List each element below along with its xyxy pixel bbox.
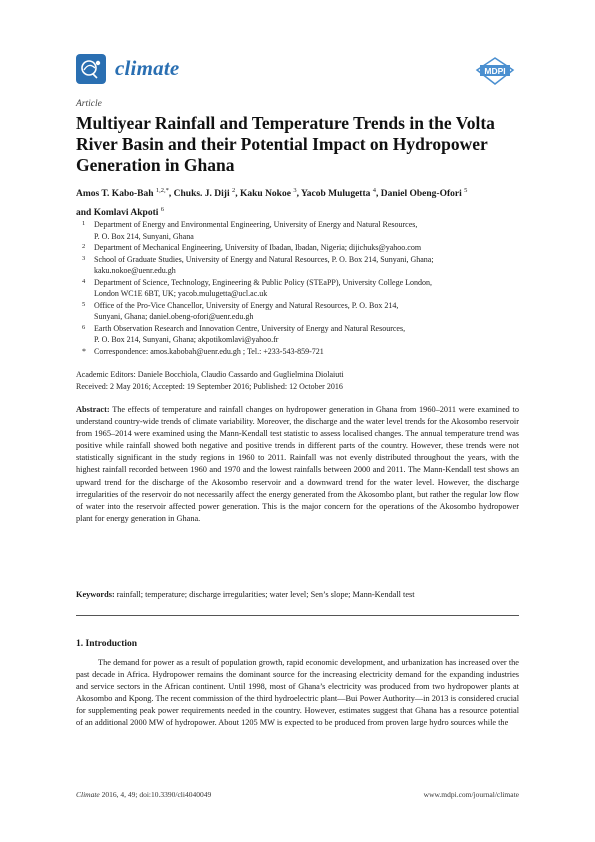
author-affiliation-marker: 2 bbox=[231, 187, 236, 194]
article-title: Multiyear Rainfall and Temperature Trends in the Volta River Basin and their Potential Impact on Hydropower Generation in Ghana bbox=[76, 113, 495, 175]
affiliation-item bbox=[76, 254, 526, 277]
keywords-label: Keywords: bbox=[76, 590, 115, 599]
affiliation-item bbox=[76, 219, 526, 242]
affiliation-line: Sunyani, Ghana; daniel.obeng-ofori@uenr.edu.gh bbox=[94, 312, 254, 321]
abstract-label: Abstract: bbox=[76, 405, 110, 414]
author-affiliation-marker: 1,2,* bbox=[155, 187, 169, 194]
affiliation-number: 3 bbox=[82, 254, 86, 262]
asterisk-icon: * bbox=[82, 346, 86, 356]
affiliation-number: 2 bbox=[82, 243, 86, 250]
author-affiliation-marker: 4 bbox=[372, 187, 376, 194]
publication-info bbox=[76, 369, 526, 392]
introduction-paragraph: The demand for power as a result of population growth, rapid economic development, and urbanization has increased over the past decade in Africa. Hydropower remains the dominant source for the increasing electricity demand for the expanding industries and service sectors in the African continent. Until 1998, most of Ghana’s electricity was produced from two hydropower plants at Akosombo and Kpong. The recent commission of the third hydroelectric plant—Bui Power Authority—in 2013 is considered crucial for supplementing peak power requirements needed in the country. However, estimates suggest that Ghana has a resource potential of an additional 2000 MW of hydropower. About 1205 MW is expected to be produced from proven large hydro sources while the bbox=[76, 658, 519, 728]
affiliation-line: P. O. Box 214, Sunyani, Ghana bbox=[94, 231, 194, 241]
affiliation-line: kaku.nokoe@uenr.edu.gh bbox=[94, 266, 176, 275]
author-affiliation-marker: 3 bbox=[293, 187, 297, 194]
abstract bbox=[76, 404, 519, 525]
affiliation-item bbox=[76, 242, 526, 254]
affiliation-line: London WC1E 6BT, UK; yacob.mulugetta@ucl.ac.uk bbox=[94, 289, 268, 298]
author-list: Amos T. Kabo-Bah $^{1,2,*}$, Chuks. J. Diji $^2$, Kaku Nokoe $^3$, Yacob Mulugetta $^4$, Daniel Obeng-Ofori $^5$ and Komlavi Akpoti $^6$ bbox=[76, 187, 468, 219]
author-name: Komlavi Akpoti bbox=[93, 208, 159, 219]
mdpi-logo-icon bbox=[474, 56, 516, 86]
publication-dates: Received: 2 May 2016; Accepted: 19 September 2016; Published: 12 October 2016 bbox=[76, 381, 343, 391]
article-type: Article bbox=[76, 99, 102, 109]
keywords bbox=[76, 589, 519, 601]
author-affiliation-marker: 6 bbox=[160, 206, 164, 214]
affiliation-line: Office of the Pro-Vice Chancellor, University of Energy and Natural Resources, P. O. Box 214, bbox=[94, 300, 399, 310]
footer-journal-name: Climate bbox=[76, 790, 100, 799]
author-name: Yacob Mulugetta bbox=[300, 189, 371, 200]
author-name: Amos T. Kabo-Bah bbox=[76, 189, 154, 200]
author-name: Chuks. J. Diji bbox=[173, 189, 230, 200]
correspondence-text: Correspondence: amos.kabobah@uenr.edu.gh ; Tel.: +233-543-859-721 bbox=[94, 346, 324, 356]
footer-citation bbox=[76, 790, 211, 799]
correspondence-item bbox=[76, 346, 526, 358]
section-divider bbox=[76, 615, 519, 616]
affiliation-line: Earth Observation Research and Innovation Centre, University of Energy and Natural Resources, bbox=[94, 323, 406, 333]
affiliation-line: Department of Science, Technology, Engineering & Public Policy (STEaPP), University College London, bbox=[94, 277, 433, 287]
section-heading: 1. Introduction bbox=[76, 639, 138, 649]
journal-logo-icon bbox=[76, 54, 106, 84]
affiliation-number: 4 bbox=[82, 277, 86, 285]
mdpi-logo-text: MDPI bbox=[484, 66, 506, 76]
affiliation-number: 6 bbox=[82, 323, 86, 331]
author-name: Kaku Nokoe bbox=[239, 189, 291, 200]
keywords-text: rainfall; temperature; discharge irregularities; water level; Sen’s slope; Mann-Kendall test bbox=[116, 590, 415, 599]
affiliation-item bbox=[76, 323, 526, 346]
affiliation-line: School of Graduate Studies, University of Energy and Natural Resources, P. O. Box 214, Sunyani, Ghana; bbox=[94, 254, 434, 264]
author-name: Daniel Obeng-Ofori bbox=[380, 189, 462, 200]
affiliation-line: P. O. Box 214, Sunyani, Ghana; akpotikomlavi@yahoo.fr bbox=[94, 335, 279, 344]
footer-citation-details: 2016, 4, 49; doi:10.3390/cli4040049 bbox=[99, 790, 212, 799]
abstract-text: The effects of temperature and rainfall changes on hydropower generation in Ghana from 1960–2011 were examined to understand country-wide trends of climate variability. Moreover, the discharge and the water level trends for the Akosombo reservoir from 1965–2014 were examined using the Mann-Kendall test statistic to assess localised changes. The annual temperature trend was positive while rainfall showed both negative and positive trends in different parts of the country. However, these trends were not statistically significant in the study regions in 1960 to 2011. Rainfall was not evenly distributed throughout the years, with the highest rainfall recorded between 1960 and 1970 and the lowest rainfalls between 2000 and 2011. The Mann-Kendall test shows an upward trend for the discharge of the Akosombo reservoir and a downward trend for the water level. However, the discharge irregularities of the reservoir do not necessarily affect the energy generated from the Akosombo plant, but rather the regular low flow of water into the reservoir affected power generation. This is the major concern for the operations of the Akosombo hydropower plant for energy generation in Ghana. bbox=[76, 405, 519, 523]
author-affiliation-marker: 5 bbox=[464, 187, 468, 194]
footer-journal-url[interactable]: www.mdpi.com/journal/climate bbox=[423, 790, 519, 799]
affiliation-number: 1 bbox=[82, 220, 86, 227]
affiliation-line: Department of Energy and Environmental Engineering, University of Energy and Natural Resources, bbox=[94, 220, 418, 229]
affiliation-line: Department of Mechanical Engineering, University of Ibadan, Ibadan, Nigeria; dijichuks@yahoo.com bbox=[94, 243, 422, 252]
academic-editors: Academic Editors: Daniele Bocchiola, Claudio Cassardo and Guglielmina Diolaiuti bbox=[76, 370, 344, 379]
affiliation-number: 5 bbox=[82, 300, 86, 308]
affiliation-item bbox=[76, 277, 526, 300]
journal-name: climate bbox=[115, 56, 180, 80]
affiliation-item bbox=[76, 300, 526, 323]
affiliation-list bbox=[76, 219, 526, 357]
